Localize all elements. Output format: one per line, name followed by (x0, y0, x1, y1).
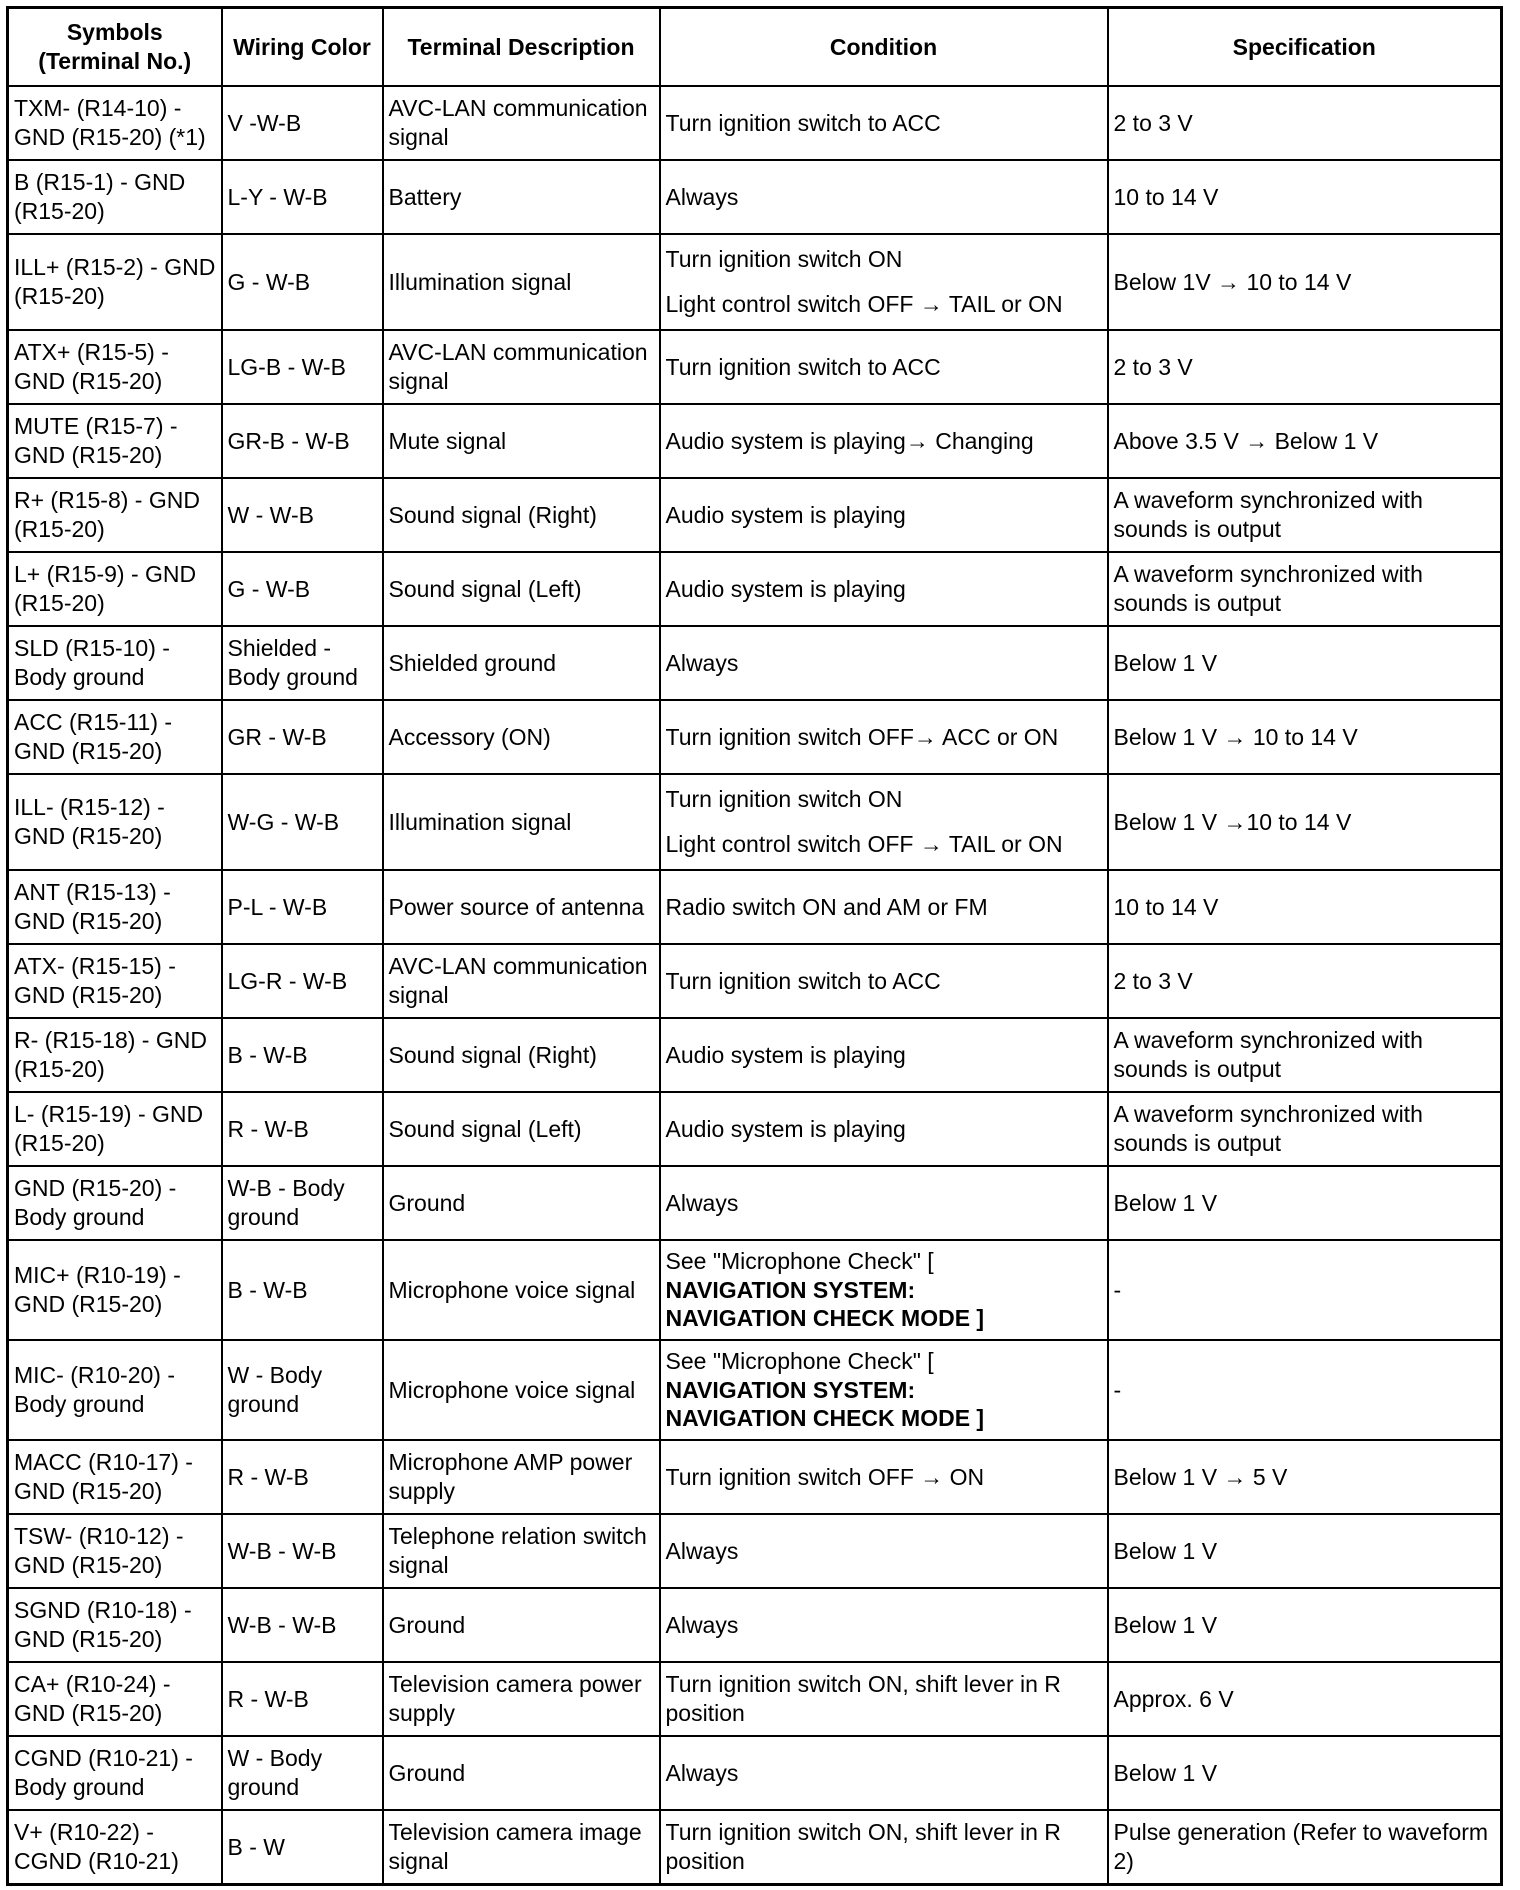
symbol-cell: CA+ (R10-24) - GND (R15-20) (8, 1662, 222, 1736)
terminal-description-cell: Ground (383, 1736, 660, 1810)
specification-cell: Below 1V → 10 to 14 V (1108, 234, 1502, 330)
header-specification: Specification (1108, 8, 1502, 87)
table-row (8, 1092, 1502, 1166)
terminal-description-cell: Microphone voice signal (383, 1340, 660, 1440)
terminal-description-cell: Television camera image signal (383, 1810, 660, 1885)
wiring-color-cell: R - W-B (222, 1662, 383, 1736)
wiring-color-cell: W-B - Body ground (222, 1166, 383, 1240)
terminal-description-cell: Mute signal (383, 404, 660, 478)
terminal-description-cell: Sound signal (Right) (383, 478, 660, 552)
condition-cell (660, 404, 1108, 478)
table-row (8, 234, 1502, 330)
condition-cell (660, 1514, 1108, 1588)
specification-cell: Below 1 V →10 to 14 V (1108, 774, 1502, 870)
condition-reference-text: See "Microphone Check" [ (665, 1347, 934, 1374)
condition-cell (660, 234, 1108, 330)
wiring-color-cell: G - W-B (222, 552, 383, 626)
condition-cell (660, 552, 1108, 626)
symbol-cell: TSW- (R10-12) - GND (R15-20) (8, 1514, 222, 1588)
condition-cell (660, 626, 1108, 700)
symbol-cell: L- (R15-19) - GND (R15-20) (8, 1092, 222, 1166)
table-row (8, 1166, 1502, 1240)
terminal-description-cell: Battery (383, 160, 660, 234)
header-wiring-color: Wiring Color (222, 8, 383, 87)
condition-line: Audio system is playing (665, 1115, 906, 1142)
table-row (8, 1736, 1502, 1810)
terminal-description-cell: AVC-LAN communication signal (383, 944, 660, 1018)
condition-line: Turn ignition switch to ACC (665, 109, 941, 136)
terminal-spec-document (6, 6, 1503, 1886)
symbol-cell: R+ (R15-8) - GND (R15-20) (8, 478, 222, 552)
terminal-description-cell: Microphone voice signal (383, 1240, 660, 1340)
symbol-cell: L+ (R15-9) - GND (R15-20) (8, 552, 222, 626)
condition-cell (660, 1018, 1108, 1092)
specification-cell: 2 to 3 V (1108, 86, 1502, 160)
symbol-cell: TXM- (R14-10) - GND (R15-20) (*1) (8, 86, 222, 160)
table-row (8, 1440, 1502, 1514)
symbol-cell: ACC (R15-11) - GND (R15-20) (8, 700, 222, 774)
specification-cell: Above 3.5 V → Below 1 V (1108, 404, 1502, 478)
condition-line: Light control switch OFF → TAIL or ON (665, 291, 1063, 317)
wiring-color-cell: P-L - W-B (222, 870, 383, 944)
specification-cell: Pulse generation (Refer to waveform 2) (1108, 1810, 1502, 1885)
specification-cell: A waveform synchronized with sounds is output (1108, 478, 1502, 552)
terminal-description-cell: Shielded ground (383, 626, 660, 700)
symbol-cell: SGND (R10-18) - GND (R15-20) (8, 1588, 222, 1662)
table-row (8, 1340, 1502, 1440)
condition-reference-link[interactable]: NAVIGATION CHECK MODE ] (665, 1305, 985, 1332)
condition-line: Always (665, 1537, 739, 1564)
condition-cell (660, 1810, 1108, 1885)
terminal-description-cell: AVC-LAN communication signal (383, 86, 660, 160)
symbol-cell: ANT (R15-13) - GND (R15-20) (8, 870, 222, 944)
specification-cell: - (1108, 1240, 1502, 1340)
terminal-description-cell: Sound signal (Left) (383, 552, 660, 626)
wiring-color-cell: GR - W-B (222, 700, 383, 774)
symbol-cell: MIC- (R10-20) - Body ground (8, 1340, 222, 1440)
wiring-color-cell: V -W-B (222, 86, 383, 160)
symbol-cell: ILL- (R15-12) - GND (R15-20) (8, 774, 222, 870)
symbol-cell: ATX+ (R15-5) - GND (R15-20) (8, 330, 222, 404)
terminal-spec-table (6, 6, 1503, 1886)
terminal-description-cell: Sound signal (Left) (383, 1092, 660, 1166)
condition-line: Audio system is playing (665, 575, 906, 602)
symbol-cell: B (R15-1) - GND (R15-20) (8, 160, 222, 234)
terminal-description-cell: Illumination signal (383, 234, 660, 330)
header-condition: Condition (660, 8, 1108, 87)
condition-line: Audio system is playing (665, 1041, 906, 1068)
condition-line: Turn ignition switch to ACC (665, 967, 941, 994)
table-row (8, 774, 1502, 870)
table-row (8, 330, 1502, 404)
symbol-cell: MIC+ (R10-19) - GND (R15-20) (8, 1240, 222, 1340)
condition-line: Turn ignition switch ON (665, 786, 903, 813)
condition-cell (660, 478, 1108, 552)
wiring-color-cell: W - Body ground (222, 1340, 383, 1440)
specification-cell: Below 1 V (1108, 626, 1502, 700)
table-row (8, 478, 1502, 552)
symbol-cell: ILL+ (R15-2) - GND (R15-20) (8, 234, 222, 330)
specification-cell: - (1108, 1340, 1502, 1440)
table-row (8, 160, 1502, 234)
condition-line: Turn ignition switch OFF→ ACC or ON (665, 723, 1059, 750)
terminal-description-cell: Television camera power supply (383, 1662, 660, 1736)
wiring-color-cell: LG-B - W-B (222, 330, 383, 404)
condition-line: Radio switch ON and AM or FM (665, 893, 988, 920)
wiring-color-cell: R - W-B (222, 1440, 383, 1514)
table-row (8, 404, 1502, 478)
symbol-cell: MACC (R10-17) - GND (R15-20) (8, 1440, 222, 1514)
condition-cell (660, 870, 1108, 944)
specification-cell: 10 to 14 V (1108, 160, 1502, 234)
wiring-color-cell: G - W-B (222, 234, 383, 330)
condition-line: Turn ignition switch OFF → ON (665, 1463, 985, 1490)
condition-reference-link[interactable]: NAVIGATION SYSTEM: (665, 1276, 916, 1303)
specification-cell: A waveform synchronized with sounds is output (1108, 1018, 1502, 1092)
table-row (8, 1662, 1502, 1736)
condition-line: Turn ignition switch ON, shift lever in R position (665, 1819, 1061, 1874)
condition-line: Always (665, 1611, 739, 1638)
table-row (8, 626, 1502, 700)
condition-line: Always (665, 183, 739, 210)
condition-line: Light control switch OFF → TAIL or ON (665, 831, 1063, 857)
wiring-color-cell: LG-R - W-B (222, 944, 383, 1018)
terminal-description-cell: Ground (383, 1166, 660, 1240)
table-row (8, 1810, 1502, 1885)
condition-cell (660, 1588, 1108, 1662)
table-row (8, 700, 1502, 774)
condition-cell (660, 1662, 1108, 1736)
symbol-cell: MUTE (R15-7) - GND (R15-20) (8, 404, 222, 478)
terminal-description-cell: Power source of antenna (383, 870, 660, 944)
symbol-cell: GND (R15-20) - Body ground (8, 1166, 222, 1240)
wiring-color-cell: GR-B - W-B (222, 404, 383, 478)
wiring-color-cell: W-B - W-B (222, 1514, 383, 1588)
specification-cell: Below 1 V → 10 to 14 V (1108, 700, 1502, 774)
table-row (8, 1018, 1502, 1092)
condition-line: Turn ignition switch ON, shift lever in R position (665, 1671, 1061, 1726)
condition-reference-link[interactable]: NAVIGATION CHECK MODE ] (665, 1405, 985, 1432)
terminal-description-cell: Illumination signal (383, 774, 660, 870)
specification-cell: 2 to 3 V (1108, 944, 1502, 1018)
table-row (8, 552, 1502, 626)
specification-cell: A waveform synchronized with sounds is output (1108, 552, 1502, 626)
symbol-cell: R- (R15-18) - GND (R15-20) (8, 1018, 222, 1092)
terminal-description-cell: Accessory (ON) (383, 700, 660, 774)
header-terminal-description: Terminal Description (383, 8, 660, 87)
specification-cell: Below 1 V → 5 V (1108, 1440, 1502, 1514)
terminal-description-cell: Microphone AMP power supply (383, 1440, 660, 1514)
specification-cell: Below 1 V (1108, 1588, 1502, 1662)
condition-cell (660, 160, 1108, 234)
wiring-color-cell: R - W-B (222, 1092, 383, 1166)
condition-reference-text: See "Microphone Check" [ (665, 1247, 934, 1274)
terminal-description-cell: Ground (383, 1588, 660, 1662)
condition-line: Always (665, 1189, 739, 1216)
symbol-cell: V+ (R10-22) - CGND (R10-21) (8, 1810, 222, 1885)
table-row (8, 1588, 1502, 1662)
wiring-color-cell: W - W-B (222, 478, 383, 552)
table-row (8, 870, 1502, 944)
table-body (8, 86, 1502, 1885)
condition-cell (660, 1166, 1108, 1240)
wiring-color-cell: W - Body ground (222, 1736, 383, 1810)
specification-cell: Below 1 V (1108, 1166, 1502, 1240)
table-row (8, 1240, 1502, 1340)
terminal-description-cell: Sound signal (Right) (383, 1018, 660, 1092)
wiring-color-cell: B - W (222, 1810, 383, 1885)
specification-cell: Approx. 6 V (1108, 1662, 1502, 1736)
terminal-description-cell: AVC-LAN communication signal (383, 330, 660, 404)
terminal-description-cell: Telephone relation switch signal (383, 1514, 660, 1588)
table-row (8, 86, 1502, 160)
specification-cell: A waveform synchronized with sounds is output (1108, 1092, 1502, 1166)
wiring-color-cell: W-B - W-B (222, 1588, 383, 1662)
table-row (8, 944, 1502, 1018)
condition-cell (660, 1092, 1108, 1166)
condition-cell (660, 700, 1108, 774)
condition-line: Audio system is playing→ Changing (665, 427, 1034, 454)
condition-line: Always (665, 1759, 739, 1786)
table-row (8, 1514, 1502, 1588)
symbol-cell: SLD (R15-10) - Body ground (8, 626, 222, 700)
wiring-color-cell: B - W-B (222, 1240, 383, 1340)
wiring-color-cell: L-Y - W-B (222, 160, 383, 234)
condition-cell (660, 1240, 1108, 1340)
symbol-cell: ATX- (R15-15) - GND (R15-20) (8, 944, 222, 1018)
wiring-color-cell: B - W-B (222, 1018, 383, 1092)
condition-cell (660, 1736, 1108, 1810)
wiring-color-cell: Shielded - Body ground (222, 626, 383, 700)
symbol-cell: CGND (R10-21) - Body ground (8, 1736, 222, 1810)
condition-line: Turn ignition switch to ACC (665, 353, 941, 380)
condition-cell (660, 944, 1108, 1018)
specification-cell: 2 to 3 V (1108, 330, 1502, 404)
condition-reference-link[interactable]: NAVIGATION SYSTEM: (665, 1376, 916, 1403)
condition-line: Audio system is playing (665, 501, 906, 528)
condition-cell (660, 1340, 1108, 1440)
condition-cell (660, 330, 1108, 404)
condition-cell (660, 1440, 1108, 1514)
header-symbols: Symbols (Terminal No.) (8, 8, 222, 87)
condition-line: Always (665, 649, 739, 676)
condition-cell (660, 774, 1108, 870)
specification-cell: 10 to 14 V (1108, 870, 1502, 944)
specification-cell: Below 1 V (1108, 1736, 1502, 1810)
wiring-color-cell: W-G - W-B (222, 774, 383, 870)
condition-line: Turn ignition switch ON (665, 246, 903, 273)
header-row (8, 8, 1502, 87)
condition-cell (660, 86, 1108, 160)
specification-cell: Below 1 V (1108, 1514, 1502, 1588)
